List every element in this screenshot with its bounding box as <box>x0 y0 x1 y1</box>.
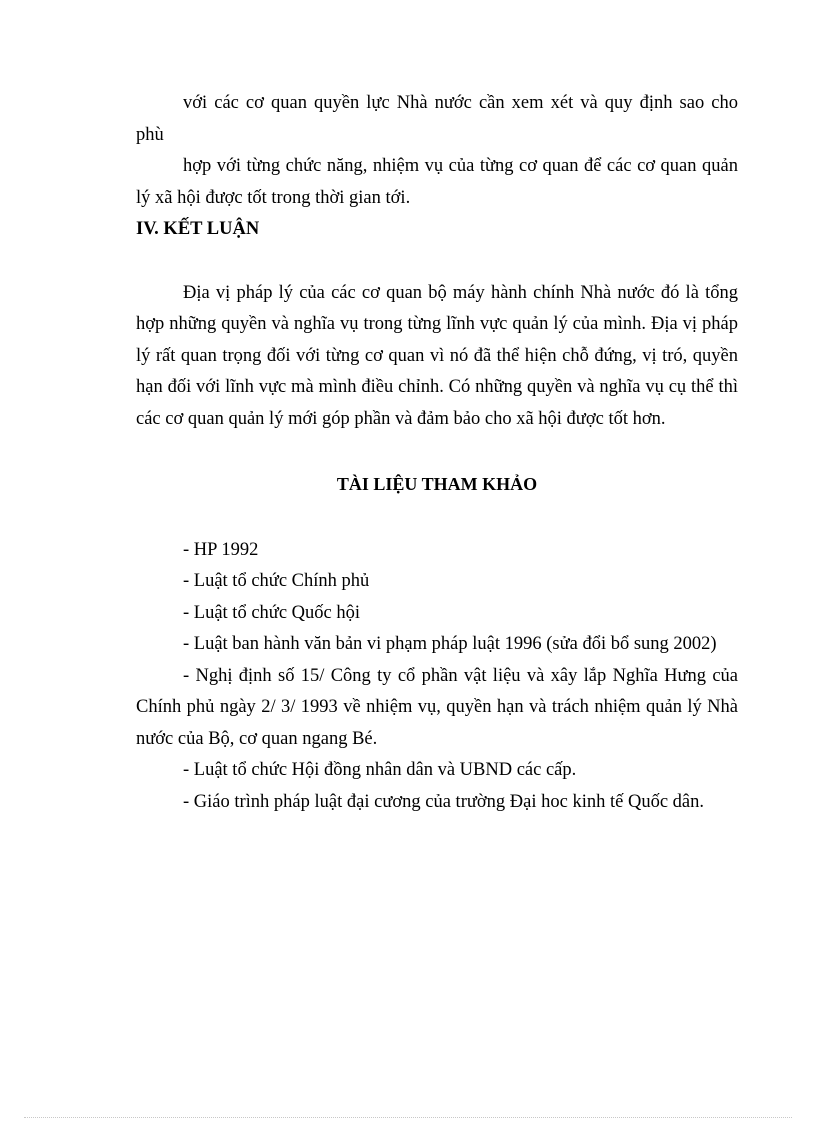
reference-item: - Luật tổ chức Quốc hội <box>183 602 360 623</box>
reference-item: - HP 1992 <box>183 539 259 560</box>
document-page <box>136 88 738 818</box>
intro-line-1: với các cơ quan quyền lực Nhà nước cần xem xét và quy định sao cho <box>183 93 738 113</box>
reference-item: - Nghị định số 15/ Công ty cổ phần vật liệu và xây lắp Nghĩa Hưng của Chính phủ ngày 2/ 3/ 1993 về nhiệm vụ, quyền hạn và trách nhiệm quản lý Nhà nước của Bộ, cơ quan ngang Bé. <box>136 665 738 749</box>
heading-spacer <box>136 246 738 278</box>
references-list <box>136 535 738 819</box>
reference-item: - Giáo trình pháp luật đại cương của trường Đại hoc kinh tế Quốc dân. <box>183 791 704 812</box>
references-title: TÀI LIỆU THAM KHẢO <box>336 474 538 494</box>
reference-item: - Luật tổ chức Hội đồng nhân dân và UBND các cấp. <box>183 760 577 780</box>
intro-paragraph-2: hợp với từng chức năng, nhiệm vụ của từng cơ quan để các cơ quan quản lý xã hội được tốt trong thời gian tới. <box>136 156 738 208</box>
conclusion-heading: IV. KẾT LUẬN <box>136 219 260 239</box>
conclusion-paragraph: Địa vị pháp lý của các cơ quan bộ máy hành chính Nhà nước đó là tổng hợp những quyền và nghĩa vụ trong từng lĩnh vực quản lý của mình. Địa vị pháp lý rất quan trọng đối với từng cơ quan vì nó đã thể hiện chỗ đứng, vị tró, quyền hạn đối với lĩnh vực mà mình điều chỉnh. Có những quyền và nghĩa vụ cụ thể thì các cơ quan quản lý mới góp phần và đảm bảo cho xã hội được tốt hơn. <box>136 282 738 429</box>
intro-line-2: phù <box>136 124 164 145</box>
page-bottom-divider <box>24 1117 792 1118</box>
reference-item: - Luật ban hành văn bản vi phạm pháp luật 1996 (sửa đổi bổ sung 2002) <box>183 634 717 654</box>
reference-item: - Luật tổ chức Chính phủ <box>183 571 370 591</box>
